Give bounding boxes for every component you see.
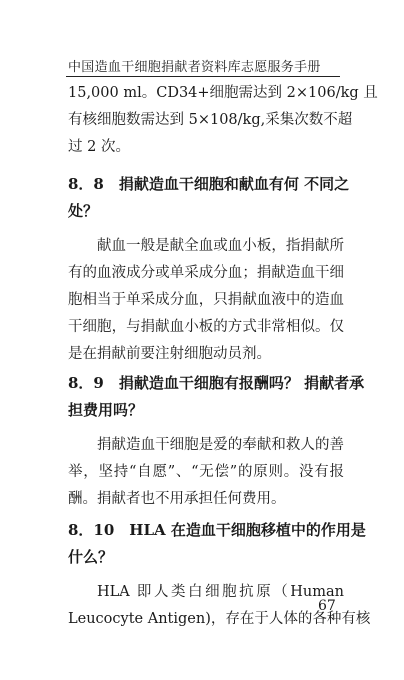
intro-paragraph — [68, 80, 378, 161]
section-heading — [68, 370, 365, 424]
text-line: 酬。捐献者也不用承担任何费用。 — [68, 491, 286, 507]
heading-line: 处？ — [68, 202, 99, 220]
heading-line: 8．9 捐献造血干细胞有报酬吗？ 捐献者承 — [68, 374, 365, 392]
text-line: 是在捐献前要注射细胞动员剂。 — [68, 346, 271, 362]
heading-line: 担费用吗？ — [68, 401, 144, 419]
section-heading — [68, 171, 350, 225]
section-body — [68, 432, 344, 513]
heading-line: 8．10 HLA 在造血干细胞移植中的作用是 — [68, 521, 366, 539]
text-line: 过 2 次。 — [68, 139, 130, 155]
heading-line: 什么？ — [68, 548, 114, 566]
text-line: 捐献造血干细胞是爱的奉献和救人的善 — [97, 437, 344, 453]
text-line: 有的血液成分或单采成分血；捐献造血干细 — [68, 265, 344, 281]
text-line: 胞相当于单采成分血，只捐献血液中的造血 — [68, 292, 344, 308]
text-line: 15,000 ml。CD34+细胞需达到 2×106/kg 且 — [68, 85, 378, 101]
heading-line: 8．8 捐献造血干细胞和献血有何 不同之 — [68, 175, 350, 193]
section-body — [68, 233, 344, 368]
page-number: 67 — [318, 598, 336, 614]
header-title: 中国造血干细胞捐献者资料库志愿服务手册 — [68, 60, 321, 75]
text-line: HLA 即人类白细胞抗原（Human — [97, 584, 344, 600]
section-heading — [68, 517, 366, 571]
header-divider — [66, 76, 340, 77]
section-8-8 — [68, 171, 350, 368]
text-line: 干细胞，与捐献血小板的方式非常相似。仅 — [68, 319, 344, 335]
text-line: 有核细胞数需达到 5×108/kg,采集次数不超 — [68, 112, 353, 128]
section-body — [68, 579, 371, 633]
text-line: 举，坚持“自愿”、“无偿”的原则。没有报 — [68, 464, 344, 480]
section-8-9 — [68, 370, 365, 513]
section-8-10 — [68, 517, 371, 633]
text-line: Leucocyte Antigen)，存在于人体的各种有核 — [68, 611, 371, 627]
text-line: 献血一般是献全血或血小板，指捐献所 — [97, 238, 344, 254]
page-body — [68, 80, 378, 633]
